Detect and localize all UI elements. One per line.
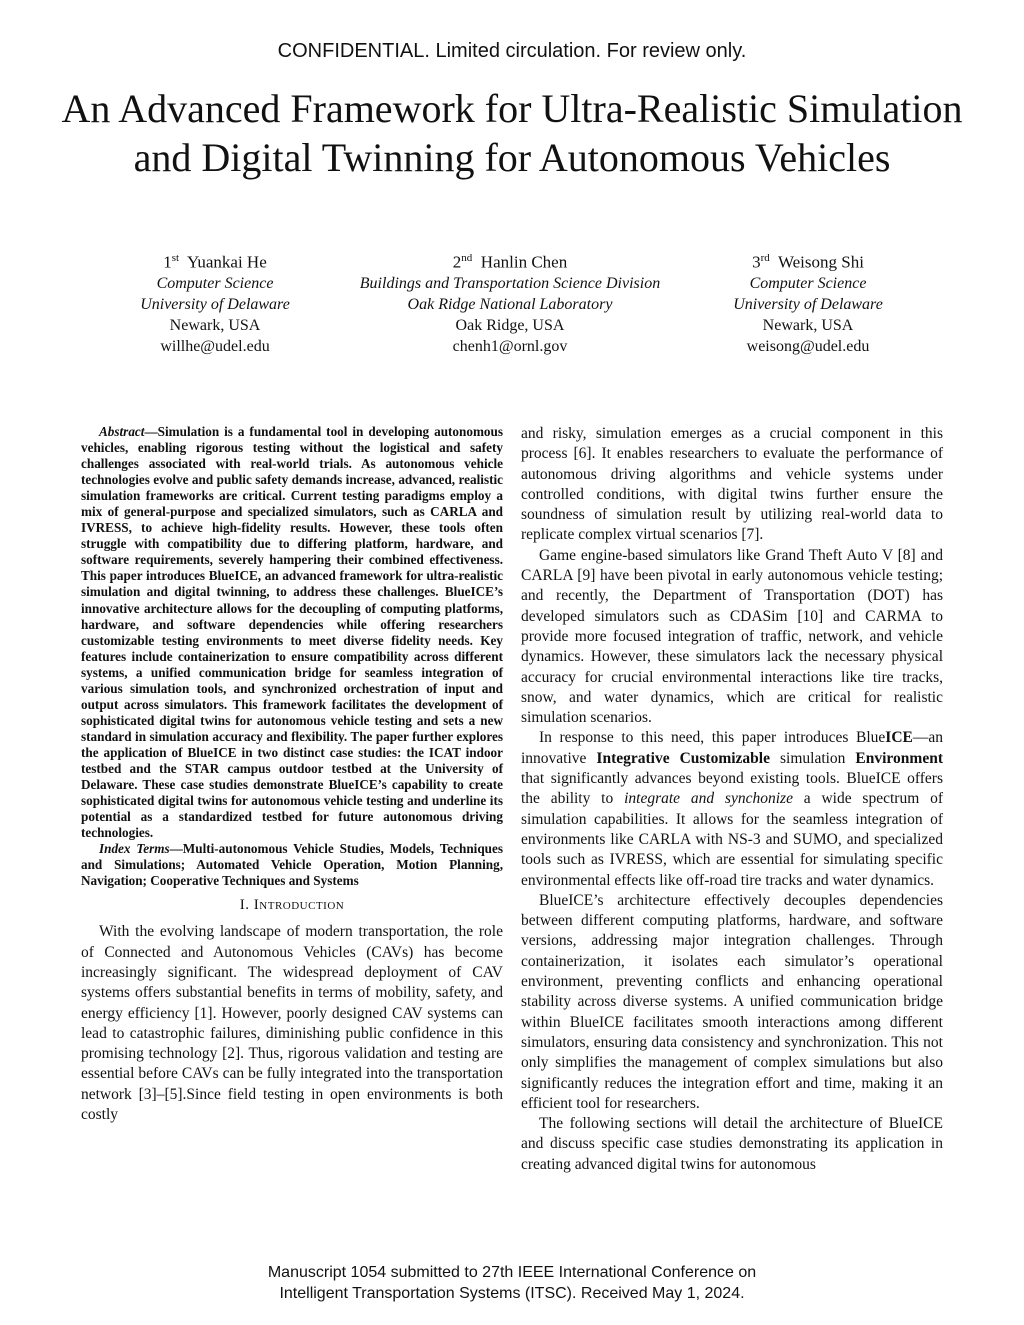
paper-title: An Advanced Framework for Ultra-Realistic Simulation and Digital Twinning for Autonomous Vehicles	[61, 86, 963, 180]
author-name: Yuankai He	[186, 252, 267, 272]
right-column	[521, 424, 943, 1175]
author-email: weisong@udel.edu	[746, 337, 870, 355]
text-run: a wide spectrum of simulation capabilities. It allows for the seamless integration of environments like CARLA with NS-3 and SUMO, and specialized tools such as IVRESS, which are essential for simulating specific environmental effects like off-road tire tracks and water dynamics.	[521, 790, 943, 889]
author-organization: Oak Ridge National Laboratory	[407, 295, 613, 313]
intro-paragraph-1-continued: and risky, simulation emerges as a crucial component in this process [6]. It enables researchers to evaluate the performance of autonomous driving algorithms and vehicle systems under controlled conditions, with digital twins further ensure the soundness of simulation result by utilizing real-world data to replicate complex virtual scenarios [7].	[521, 425, 943, 544]
intro-paragraph-4: BlueICE’s architecture effectively decouples dependencies between different computing platforms, hardware, and software versions, addressing major integration challenges. Through containerization, it isolates each simulator’s operational environment, preventing conflicts and enhancing operational stability across diverse systems. A unified communication bridge within BlueICE facilitates smooth interactions among different simulators, ensuring data consistency and synchronization. This not only simplifies the management of complex simulations but also significantly reduces the integration effort and time, making it an efficient tool for researchers.	[521, 891, 943, 1112]
author-block-3	[688, 248, 928, 357]
text-run-bold: ICE	[885, 729, 913, 747]
text-run-italic: integrate and synchonize	[624, 790, 793, 808]
intro-paragraph-3	[521, 728, 943, 890]
author-ordinal: 1	[163, 252, 172, 272]
author-ordinal: 3	[752, 252, 761, 272]
intro-paragraph-1: With the evolving landscape of modern transportation, the role of Connected and Autonomous Vehicles (CAVs) has become increasingly significant. The widespread deployment of CAV systems offers substantial benefits in terms of mobility, safety, and energy efficiency [1]. However, poorly designed CAV systems can lead to catastrophic failures, diminishing public confidence in this promising technology [2]. Thus, rigorous validation and testing are essential before CAVs can be fully integrated into the transportation network [3]–[5].Since field testing in open environments is both costly	[81, 923, 503, 1124]
author-department: Computer Science	[749, 274, 867, 292]
author-name: Hanlin Chen	[480, 252, 568, 272]
text-run-bold: Integrative Customizable	[596, 749, 770, 767]
section-number: I.	[239, 897, 250, 914]
intro-paragraph-5: The following sections will detail the architecture of BlueICE and discuss specific case studies demonstrating its application in creating advanced digital twins for autonomous	[521, 1115, 943, 1173]
text-run: that significantly advances beyond existing tools. BlueICE offers the ability to	[521, 770, 943, 808]
author-location: Newark, USA	[169, 316, 261, 334]
author-ordinal-suffix: nd	[461, 252, 473, 264]
text-run-bold: Environment	[855, 749, 943, 767]
section-heading	[81, 897, 503, 914]
author-location: Newark, USA	[762, 316, 854, 334]
author-ordinal-suffix: rd	[760, 252, 770, 264]
author-department: Computer Science	[156, 274, 274, 292]
author-name-line	[688, 248, 928, 273]
intro-paragraph-2: Game engine-based simulators like Grand Theft Auto V [8] and CARLA [9] have been pivotal in early autonomous vehicle testing; and recently, the Department of Transportation (DOT) has developed simulators such as CDASim [10] and CARMA to provide more focused integration of traffic, network, and vehicle dynamics. However, these simulators lack the necessary physical accuracy for crucial environmental interactions like tire tracks, snow, and water dynamics, which are critical for realistic simulation scenarios.	[521, 546, 943, 727]
author-name: Weisong Shi	[777, 252, 864, 272]
footer-line-1: Manuscript 1054 submitted to 27th IEEE International Conference on	[267, 1264, 757, 1281]
abstract-text: —Simulation is a fundamental tool in developing autonomous vehicles, enabling rigorous testing without the logistical and safety challenges associated with real-world trials. As autonomous vehicle technologies evolve and public safety demands increase, advanced, realistic simulation frameworks are critical. Current testing paradigms employ a mix of general-purpose and specialized simulators, such as CARLA and IVRESS, to achieve high-fidelity results. However, these tools often struggle with compatibility due to differing platform, hardware, and software requirements, severely hampering their combined effectiveness. This paper introduces BlueICE, an advanced framework for ultra-realistic simulation and digital twinning, to address these challenges. BlueICE’s innovative architecture allows for the decoupling of computing platforms, hardware, and software dependencies while offering researchers customizable testing environments to meet diverse fidelity needs. Key features include containerization to ensure compatibility across different systems, a unified communication bridge for seamless integration of various simulation tools, and synchronized orchestration of input and output across simulators. This framework facilitates the development of sophisticated digital twins for autonomous vehicle testing and sets a new standard in simulation accuracy and flexibility. The paper further explores the application of BlueICE in two distinct case studies: the ICAT indoor testbed and the STAR campus outdoor testbed at the University of Delaware. These case studies demonstrate BlueICE’s capability to create sophisticated digital twins for autonomous vehicle testing and underline its potential as a standardized testbed for future autonomous driving technologies.	[81, 424, 503, 841]
author-location: Oak Ridge, USA	[455, 316, 565, 334]
author-email: willhe@udel.edu	[160, 337, 270, 355]
abstract-label: Abstract	[99, 424, 145, 439]
author-name-line	[95, 248, 335, 273]
author-name-line	[340, 248, 680, 273]
text-run: simulation	[770, 749, 856, 767]
author-block-2	[340, 248, 680, 357]
author-block-1	[95, 248, 335, 357]
author-email: chenh1@ornl.gov	[452, 337, 568, 355]
author-organization: University of Delaware	[140, 295, 290, 313]
left-column	[81, 424, 503, 1125]
footer-line-2: Intelligent Transportation Systems (ITSC). Received May 1, 2024.	[279, 1285, 745, 1302]
author-organization: University of Delaware	[733, 295, 883, 313]
abstract	[81, 424, 503, 841]
author-ordinal-suffix: st	[171, 252, 180, 264]
index-terms-text: —Multi-autonomous Vehicle Studies, Models, Techniques and Simulations; Automated Vehicle Operation, Motion Planning, Navigation; Cooperative Techniques and Systems	[81, 841, 503, 889]
confidential-banner: CONFIDENTIAL. Limited circulation. For review only.	[277, 40, 747, 62]
author-department: Buildings and Transportation Science Division	[359, 274, 661, 292]
text-run: —an innovative	[521, 729, 943, 767]
section-title: Introduction	[253, 897, 345, 914]
index-terms	[81, 841, 503, 889]
text-run: In response to this need, this paper introduces Blue	[539, 729, 886, 747]
manuscript-footer	[0, 1262, 1024, 1304]
index-terms-label: Index Terms	[99, 841, 170, 857]
author-ordinal: 2	[452, 252, 462, 272]
